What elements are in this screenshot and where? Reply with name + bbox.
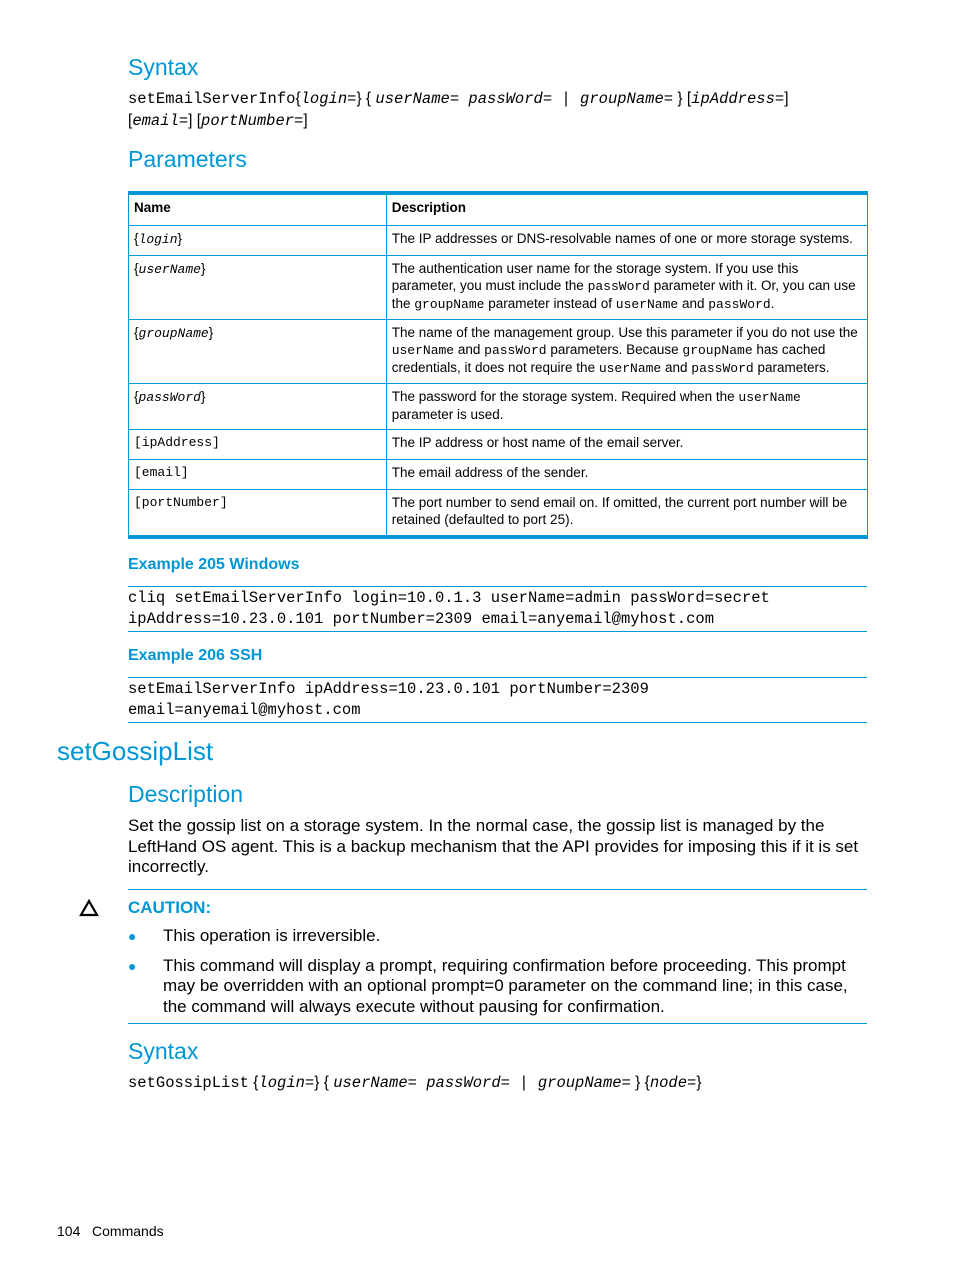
param-description-cell: The authentication user name for the storage system. If you use this parameter, you must include the passWord parameter with it. Or, you can use the groupName parameter instead of userName and passWord. bbox=[386, 256, 867, 320]
param-name: groupName bbox=[138, 326, 209, 341]
bullet-icon: ● bbox=[128, 957, 137, 974]
column-header-name: Name bbox=[129, 195, 387, 226]
syntax-line-1 bbox=[128, 88, 868, 110]
param-node: node= bbox=[649, 1074, 697, 1092]
footer-section: Commands bbox=[92, 1223, 164, 1239]
param-name: userName bbox=[138, 262, 201, 277]
param-login: login= bbox=[258, 1074, 315, 1092]
command-name: setGossipList bbox=[128, 1074, 249, 1092]
syntax-block bbox=[128, 88, 868, 132]
column-header-description: Description bbox=[386, 195, 867, 226]
syntax-heading-2: Syntax bbox=[128, 1038, 199, 1064]
caution-list bbox=[128, 926, 868, 1017]
caution-bottom-rule bbox=[128, 1023, 867, 1024]
param-name-cell: [portNumber] bbox=[129, 490, 387, 536]
list-item bbox=[128, 956, 868, 1018]
table-row bbox=[129, 384, 868, 430]
param-description-cell: The email address of the sender. bbox=[386, 460, 867, 490]
syntax-brace: } { bbox=[356, 90, 376, 107]
syntax-heading: Syntax bbox=[128, 54, 199, 80]
param-name-cell: {groupName} bbox=[129, 320, 387, 384]
param-name-cell: {passWord} bbox=[129, 384, 387, 430]
caution-top-rule bbox=[128, 889, 867, 890]
syntax-line-2 bbox=[128, 110, 868, 132]
syntax-bracket: [ bbox=[128, 112, 133, 129]
table-header-row bbox=[129, 195, 868, 226]
param-name: passWord bbox=[138, 390, 201, 405]
syntax-bracket: } [ bbox=[673, 90, 692, 107]
example-205-title: Example 205 Windows bbox=[128, 556, 300, 573]
param-credentials: userName= passWord= | groupName= bbox=[375, 90, 674, 108]
param-name-cell: [email] bbox=[129, 460, 387, 490]
caution-label: CAUTION: bbox=[128, 898, 212, 917]
param-ipaddress: ipAddress= bbox=[691, 90, 785, 108]
description-text: Set the gossip list on a storage system. In the normal case, the gossip list is managed by the LeftHand OS agent. This is a backup mechanism that the API provides for imposing this if it is set incorrectly. bbox=[128, 816, 859, 876]
page-number: 104 bbox=[57, 1223, 81, 1239]
parameters-table bbox=[128, 191, 868, 539]
table-row bbox=[129, 226, 868, 256]
syntax-brace: { bbox=[253, 1074, 259, 1091]
command-name: setEmailServerInfo bbox=[128, 90, 296, 108]
table-row bbox=[129, 256, 868, 320]
caution-icon bbox=[79, 899, 99, 922]
example-206-code: setEmailServerInfo ipAddress=10.23.0.101 portNumber=2309 email=anyemail@myhost.com bbox=[128, 677, 867, 723]
bullet-icon: ● bbox=[128, 928, 137, 944]
table-row bbox=[129, 460, 868, 490]
example-205-code: cliq setEmailServerInfo login=10.0.1.3 userName=admin passWord=secret ipAddress=10.23.0.101 portNumber=2309 email=anyemail@myhost.com bbox=[128, 586, 867, 632]
syntax-brace: } { bbox=[630, 1074, 650, 1091]
param-description-cell: The name of the management group. Use this parameter if you do not use the userName and passWord parameters. Because groupName has cached credentials, it does not require the userName and passWord parameters. bbox=[386, 320, 867, 384]
syntax-bracket: ] [ bbox=[188, 112, 202, 129]
syntax-bracket: ] bbox=[303, 112, 308, 129]
param-name-cell: {userName} bbox=[129, 256, 387, 320]
command-title: setGossipList bbox=[57, 736, 214, 766]
param-name: login bbox=[138, 232, 178, 247]
description-heading: Description bbox=[128, 781, 244, 807]
param-description-cell: The IP addresses or DNS-resolvable names of one or more storage systems. bbox=[386, 226, 867, 256]
param-name-cell: [ipAddress] bbox=[129, 430, 387, 460]
param-portnumber: portNumber= bbox=[201, 112, 304, 130]
param-name-cell: {login} bbox=[129, 226, 387, 256]
param-credentials: userName= passWord= | groupName= bbox=[333, 1074, 631, 1092]
parameters-heading: Parameters bbox=[128, 146, 247, 172]
list-item bbox=[128, 926, 868, 947]
list-item-text: This command will display a prompt, requiring confirmation before proceeding. This prompt may be overridden with an optional prompt=0 parameter on the command line; in this case, the command will always execute without pausing for confirmation. bbox=[163, 955, 848, 1016]
table-row bbox=[129, 430, 868, 460]
example-206-title: Example 206 SSH bbox=[128, 647, 263, 664]
param-description-cell: The password for the storage system. Required when the userName parameter is used. bbox=[386, 384, 867, 430]
syntax-brace: { bbox=[295, 90, 301, 107]
syntax-line bbox=[128, 1072, 868, 1094]
param-login: login= bbox=[300, 90, 357, 108]
param-description-cell: The IP address or host name of the email server. bbox=[386, 430, 867, 460]
param-email: email= bbox=[132, 112, 189, 130]
table-row bbox=[129, 320, 868, 384]
syntax-brace: } { bbox=[314, 1074, 334, 1091]
syntax-brace: } bbox=[696, 1074, 702, 1091]
page-footer bbox=[57, 1223, 164, 1239]
param-description-cell: The port number to send email on. If omitted, the current port number will be retained (defaulted to port 25). bbox=[386, 490, 867, 536]
syntax-bracket: ] bbox=[784, 90, 789, 107]
list-item-text: This operation is irreversible. bbox=[163, 926, 381, 945]
table-row bbox=[129, 490, 868, 536]
